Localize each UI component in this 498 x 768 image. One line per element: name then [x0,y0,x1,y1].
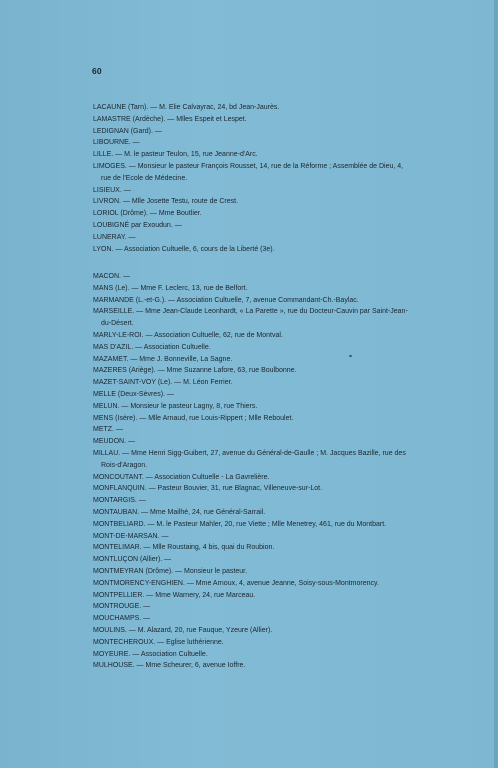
directory-list-l [93,102,413,255]
directory-entry: MONTARGIS. — [93,497,146,505]
directory-entry: MARMANDE (L.-et-G.). — Association Cultuelle, 7, avenue Commandant-Ch.-Baylac. [93,296,359,304]
directory-entry: MONTECHEROUX. — Eglise luthérienne. [93,638,224,646]
directory-entry: MELLE (Deux-Sèvres). — [93,390,174,398]
directory-entry: LORIOL (Drôme). — Mme Boutlier. [93,210,202,218]
directory-entry: MACON. — [93,273,130,280]
directory-entry: MONTLUÇON (Allier). — [93,556,172,564]
directory-entry: MOYEURE. — Association Cultuelle. [93,650,208,658]
directory-entry: MONTPELLIER. — Mme Warnery, 24, rue Marceau. [93,591,256,599]
directory-entry: MENS (Isère). — Mlle Arnaud, rue Louis-Rippert ; Mlle Reboulet. [93,414,294,422]
directory-entry: LISIEUX. — [93,186,131,194]
directory-list-m [93,271,413,672]
directory-entry: LOUBIGNÉ par Exoudun. — [93,221,182,229]
directory-entry: MELUN. — Monsieur le pasteur Lagny, 8, rue Thiers. [93,402,258,410]
directory-entry: MARLY-LE-ROI. — Association Cultuelle, 62, rue de Montval. [93,331,283,339]
directory-entry: MONTROUGE. — [93,603,151,611]
directory-entry: MEUDON. — [93,438,135,446]
directory-entry: METZ. — [93,426,123,434]
directory-entry: MAZAMET. — Mme J. Bonneville, La Sagne. [93,355,233,363]
directory-entry: MONCOUTANT. — Association Cultuelle - La Gavrelière. [93,473,270,481]
directory-entry: LIBOURNE. — [93,139,140,147]
directory-entry: MAS D'AZIL. — Association Cultuelle. [93,343,211,351]
directory-entry: LIVRON. — Mlle Josette Testu, route de Crest. [93,198,238,206]
directory-entry: MONTBELIARD. — M. le Pasteur Mahler, 20, rue Viette ; Mlle Menetrey, 461, rue du Montbart. [93,520,387,528]
directory-entry: MAZET-SAINT-VOY (Le). — M. Léon Ferrier. [93,379,233,387]
page-edge [494,0,498,768]
directory-entry: MONTMORENCY-ENGHIEN. — Mme Arnoux, 4, avenue Jeanne, Soisy-sous-Montmorency. [93,579,379,587]
directory-entry: LYON. — Association Cultuelle, 6, cours de la Liberté (3e). [93,245,275,253]
margin-mark [349,355,352,357]
directory-entry: MONT-DE-MARSAN. — [93,532,169,540]
directory-entry: MOUCHAMPS. — [93,615,151,623]
directory-entry: MONFLANQUIN. — Pasteur Bouvier, 31, rue Blagnac, Villeneuve-sur-Lot. [93,485,323,493]
directory-entry: MULHOUSE. — Mme Scheurer, 6, avenue Ioffre. [93,662,246,670]
directory-entry: MONTAUBAN. — Mme Mailhé, 24, rue Général-Sarrail. [93,508,266,516]
directory-entry: MARSEILLE. — Mme Jean-Claude Leonhardt, « La Parette », rue du Docteur-Cauvin par Saint-Jean-du-Désert. [93,308,408,328]
directory-entry: LUNERAY. — [93,233,136,241]
directory-entry: MONTELIMAR. — Mlle Roustaing, 4 bis, quai du Roubion. [93,544,275,552]
directory-entry: LILLE. — M. le pasteur Teulon, 15, rue Jeanne-d'Arc. [93,151,258,159]
directory-entry: LAMASTRE (Ardèche). — Mlles Espeit et Lespet. [93,115,247,123]
directory-entry: MOULINS. — M. Alazard, 20, rue Fauque, Yzeure (Allier). [93,626,273,634]
directory-entry: MANS (Le). — Mme F. Leclerc, 13, rue de Belfort. [93,284,248,292]
directory-entry: MONTMEYRAN (Drôme). — Monsieur le pasteur. [93,567,248,575]
directory-entry: LACAUNE (Tarn). — M. Elie Calvayrac, 24, bd Jean-Jaurès. [93,104,280,111]
directory-entry: LIMOGES. — Monsieur le pasteur François Rousset, 14, rue de la Réforme ; Assemblée de Dieu, 4, rue de l'Ecole de Médecine. [93,162,404,182]
directory-entry: MAZERES (Ariège). — Mme Suzanne Lafore, 63, rue Boulbonne. [93,367,297,375]
directory-entry: LEDIGNAN (Gard). — [93,127,162,135]
page-number: 60 [92,66,102,76]
directory-entry: MILLAU. — Mme Henri Sigg-Guibert, 27, avenue du Général-de-Gaulle ; M. Jacques Bazille, rue des Rois-d'Aragon. [93,449,406,469]
